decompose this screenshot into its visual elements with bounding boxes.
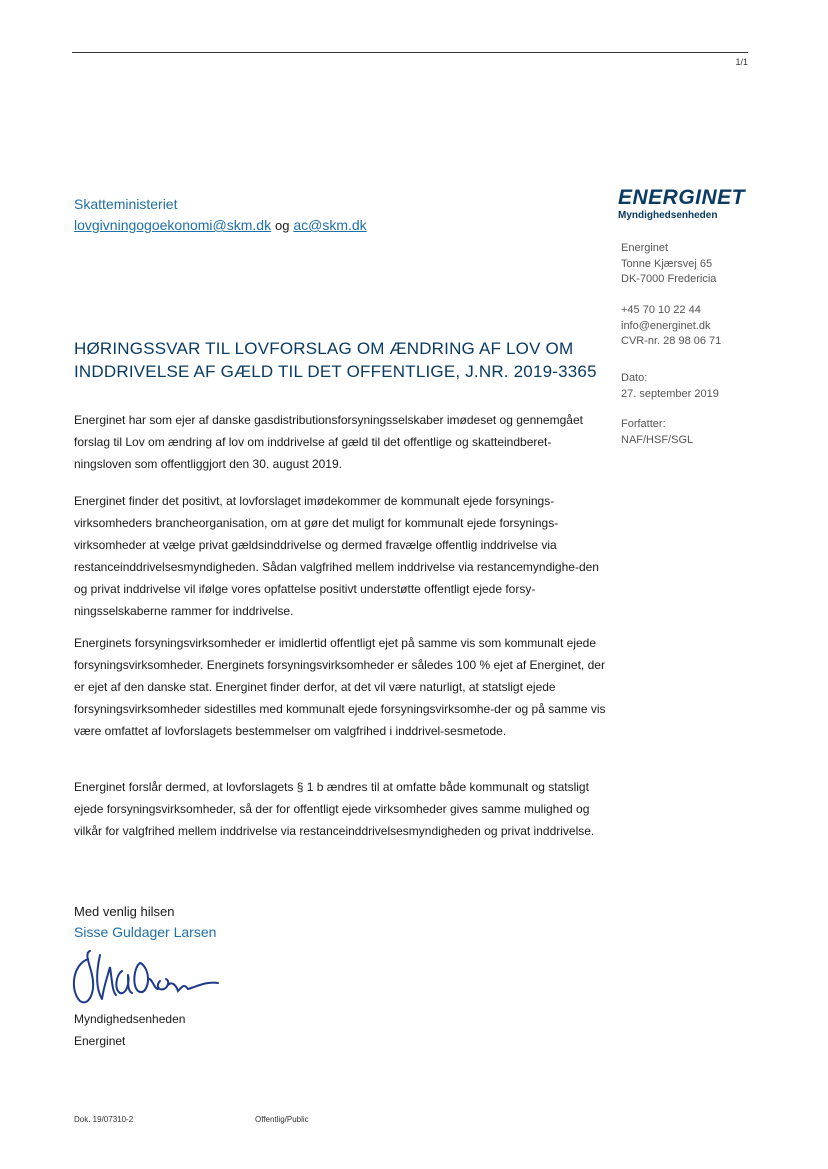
energinet-logo [618,187,745,223]
sign-org: Energinet [74,1034,126,1048]
email-link-lovgivning[interactable]: lovgivningogoekonomi@skm.dk [74,217,272,233]
date-label: Dato: [621,372,648,384]
logo-wordmark: ENERGINET [618,186,746,209]
author-label: Forfatter: [621,418,666,430]
logo-subtitle: Myndighedsenheden [618,210,718,221]
sender-contact [621,303,721,350]
sender-city: DK-7000 Fredericia [621,273,717,285]
page-indicator: 1/1 [735,57,748,67]
author-block [621,417,693,448]
sign-unit: Myndighedsenheden [74,1012,186,1026]
paragraph-1: Energinet har som ejer af danske gasdistributionsforsyningsselskaber imødeset og gennemgået forslag til Lov om ændring af lov om inddrivelse af gæld til det offentlige og skatteindberet-ningsloven som offentliggjort den 30. august 2019. [74,413,583,471]
sender-cvr: CVR-nr. 28 98 06 71 [621,335,722,347]
footer-classification: Offentlig/Public [255,1115,309,1124]
date-block [621,371,719,402]
handwritten-signature [66,945,226,1011]
date-value: 27. september 2019 [621,387,719,400]
recipient-name: Skatteministeriet [74,196,178,212]
document-title [74,337,597,383]
sender-address [621,241,716,288]
top-rule [72,52,748,53]
signature-organization [74,1008,185,1052]
sender-org: Energinet [621,242,669,254]
author-value: NAF/HSF/SGL [621,433,694,446]
closing-greeting: Med venlig hilsen [74,904,175,919]
email-conjunction: og [274,218,290,233]
email-link-ac[interactable]: ac@skm.dk [293,217,367,233]
sender-email: info@energinet.dk [621,319,711,332]
recipient-block [74,194,367,236]
paragraph-3: Energinets forsyningsvirksomheder er imidlertid offentligt ejet på samme vis som kommunalt ejede forsyningsvirksomheder. Energinets forsyningsvirksomheder er således 100 % ejet af Energinet, der er ejet af den danske stat. Energinet finder derfor, at det vil være naturligt, at statsligt ejede forsyningsvirksomheder sidestilles med kommunalt ejede forsyningsvirksomhe-der og på samme vis være omfattet af lovforslagets bestemmelser om valgfrihed i inddrivel-sesmetode. [74,636,606,738]
title-line-2: INDDRIVELSE AF GÆLD TIL DET OFFENTLIGE, J.NR. 2019-3365 [74,362,597,381]
title-line-1: HØRINGSSVAR TIL LOVFORSLAG OM ÆNDRING AF LOV OM [74,339,574,358]
footer-doc-number: Dok. 19/07310-2 [74,1115,134,1124]
paragraph-2: Energinet finder det positivt, at lovforslaget imødekommer de kommunalt ejede forsynings-virksomheders brancheorganisation, om at gøre det muligt for kommunalt ejede forsynings-virksomheder at vælge privat gældsinddrivelse og dermed fravælge offentlig inddrivelse via restanceinddrivelsesmyndigheden. Sådan valgfrihed mellem inddrivelse via restancemyndighe-den og privat inddrivelse vil ifølge vores opfattelse positivt understøtte offentligt ejede forsy-ningsselskaberne rammer for inddrivelse. [74,494,599,618]
recipient-emails [74,215,367,236]
sender-phone: +45 70 10 22 44 [621,304,701,316]
paragraph-4: Energinet forslår dermed, at lovforslagets § 1 b ændres til at omfatte både kommunalt og statsligt ejede forsyningsvirksomheder, så der for offentligt ejede virksomheder gives samme mulighed og vilkår for valgfrihed mellem inddrivelse via restanceinddrivelsesmyndigheden og privat inddrivelse. [74,780,595,838]
sender-street: Tonne Kjærsvej 65 [621,257,713,270]
signer-name: Sisse Guldager Larsen [74,924,217,940]
